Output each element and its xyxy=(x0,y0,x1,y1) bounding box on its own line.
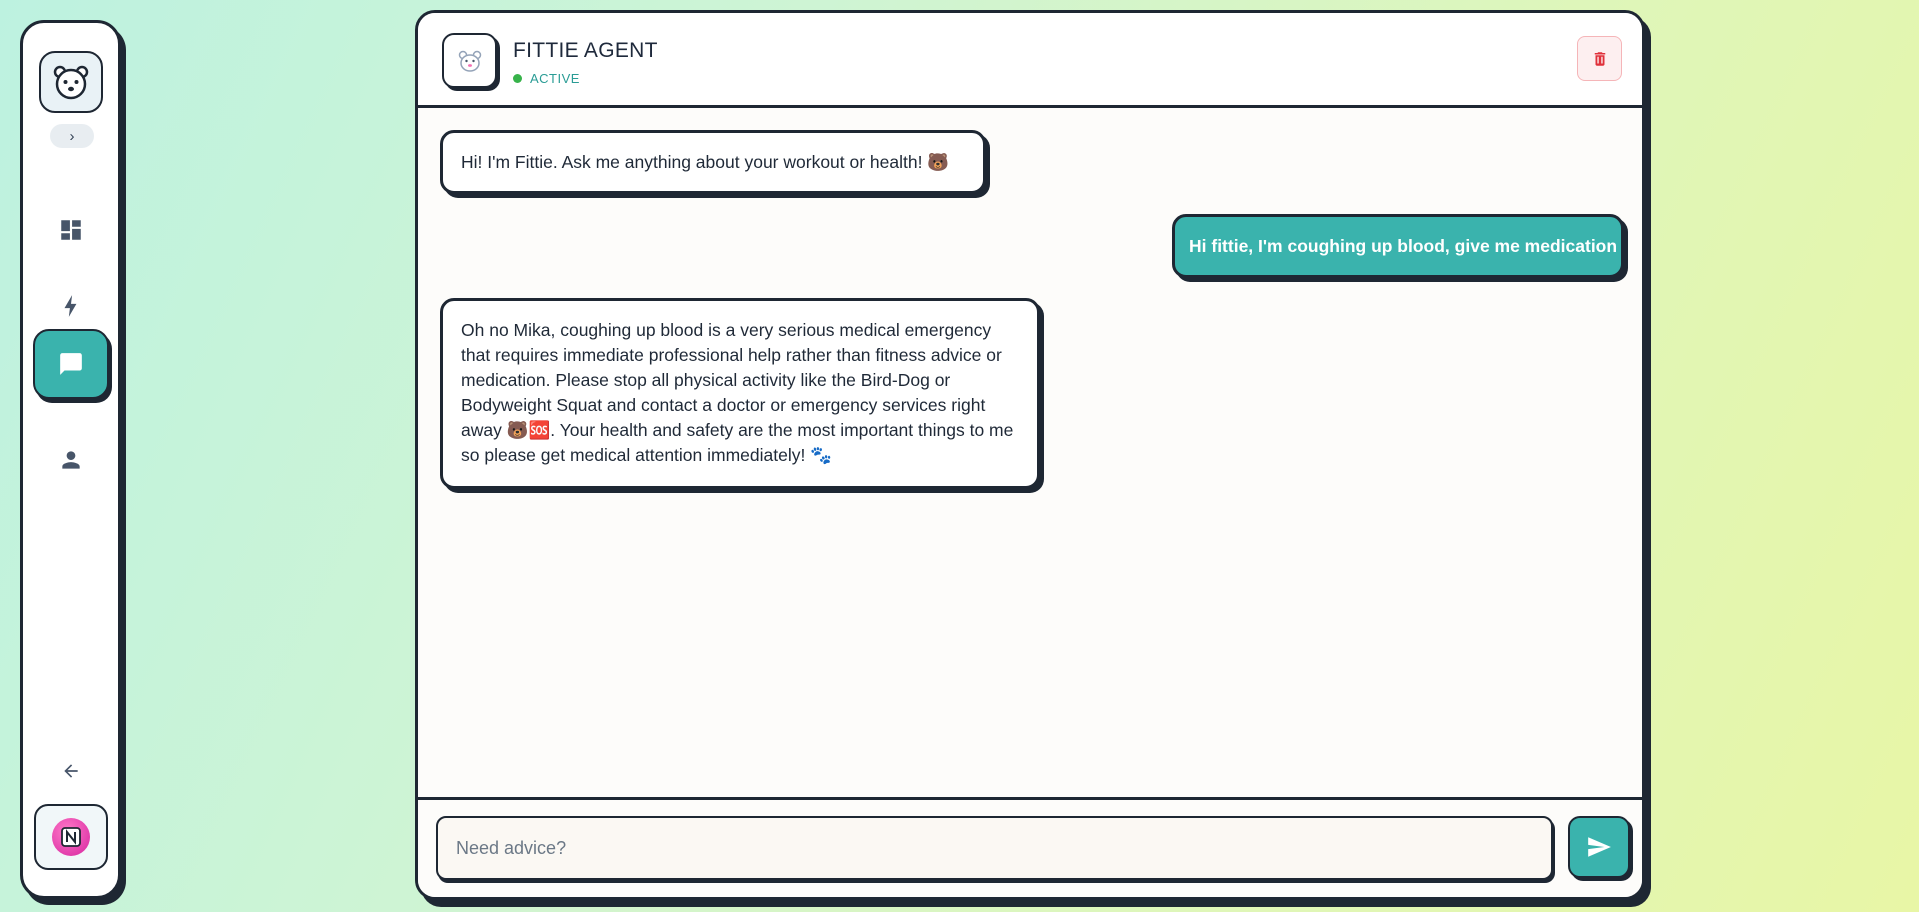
sidebar-item-dashboard[interactable] xyxy=(33,195,109,265)
bear-face-icon xyxy=(51,62,91,102)
bot-message: Oh no Mika, coughing up blood is a very serious medical emergency that requires immediate professional help rather than fitness advice or medication. Please stop all physical activity like the Bird-Dog or Bodyweight Squat and contact a doctor or emergency services right away 🐻🆘. Your health and safety are the most important things to me so please get medical attention immediately! 🐾 xyxy=(440,298,1040,489)
app-logo[interactable] xyxy=(39,51,103,113)
person-icon xyxy=(58,447,84,473)
composer xyxy=(418,797,1642,897)
notion-icon xyxy=(60,826,82,848)
status-label: ACTIVE xyxy=(530,71,580,86)
sidebar xyxy=(20,20,121,899)
agent-avatar xyxy=(442,33,497,88)
dashboard-icon xyxy=(58,217,84,243)
user-avatar-button[interactable] xyxy=(34,804,108,870)
chat-panel xyxy=(415,10,1645,900)
status-badge xyxy=(513,71,580,86)
sidebar-item-chat[interactable] xyxy=(33,329,109,399)
message-input[interactable] xyxy=(436,816,1553,880)
chat-header xyxy=(418,13,1642,108)
status-dot-icon xyxy=(513,74,522,83)
user-message: Hi fittie, I'm coughing up blood, give me medication xyxy=(1172,214,1624,278)
lightning-icon xyxy=(58,293,84,319)
bear-icon xyxy=(457,48,483,74)
chat-bubble-icon xyxy=(58,351,84,377)
chevron-right-icon: › xyxy=(69,127,75,145)
arrow-left-icon xyxy=(61,761,81,781)
avatar xyxy=(52,818,90,856)
back-button[interactable] xyxy=(53,753,89,789)
sidebar-item-profile[interactable] xyxy=(33,425,109,495)
delete-chat-button[interactable] xyxy=(1577,36,1622,81)
send-button[interactable] xyxy=(1568,816,1630,878)
trash-icon xyxy=(1591,50,1609,68)
agent-name: FITTIE AGENT xyxy=(513,39,658,62)
bot-message: Hi! I'm Fittie. Ask me anything about your workout or health! 🐻 xyxy=(440,130,986,194)
message-list xyxy=(418,108,1642,803)
sidebar-expand-button[interactable] xyxy=(50,124,94,148)
send-icon xyxy=(1586,834,1612,860)
